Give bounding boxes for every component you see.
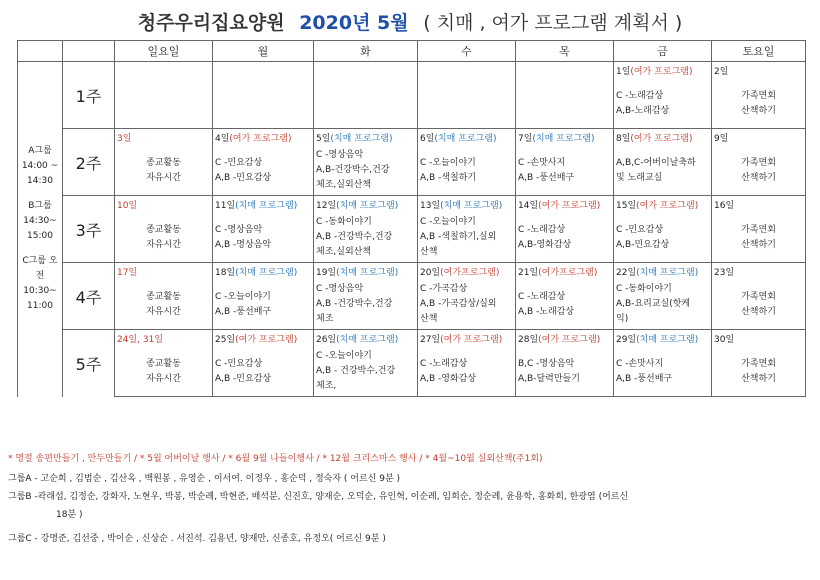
- activity-cell: [516, 79, 614, 129]
- program-tag: (여가 프로그램): [538, 335, 601, 345]
- date-cell: [213, 129, 314, 147]
- date-number: 1일: [616, 67, 631, 77]
- date-number: 11일: [215, 201, 236, 211]
- date-cell: [712, 129, 806, 147]
- title-date: 2020년 5월: [299, 12, 409, 34]
- date-number: 6일: [420, 134, 435, 144]
- date-number: 20일: [420, 268, 441, 278]
- activity-cell: C -명상음악 A,B -건강박수,건강 체조: [314, 280, 418, 330]
- activity-cell: C -오늘이야기 A,B - 건강박수,건강 체조,: [314, 347, 418, 397]
- date-cell: [712, 263, 806, 281]
- date-cell: [614, 263, 712, 281]
- date-cell: [213, 62, 314, 80]
- date-number: 27일: [420, 335, 441, 345]
- activity-cell: C -노래감상 A,B-영화감상: [516, 213, 614, 263]
- day-header: 금: [614, 41, 712, 62]
- group-b-members-cont: 18분 ): [56, 510, 83, 520]
- date-number: 24일, 31일: [117, 335, 164, 345]
- date-number: 26일: [316, 335, 337, 345]
- program-tag: (여가 프로그램): [630, 134, 693, 144]
- date-cell: [418, 330, 516, 348]
- date-number: 13일: [420, 201, 441, 211]
- group-time-range: 14:30~ 15:00: [23, 216, 57, 242]
- group-label: A그룹: [28, 146, 52, 157]
- content-row: [18, 146, 806, 196]
- activity-cell: C -노래감상 A,B -노래감상: [516, 280, 614, 330]
- date-cell: [614, 196, 712, 214]
- content-row: [18, 213, 806, 263]
- activity-cell: C -오늘이야기 A,B -풍선배구: [213, 280, 314, 330]
- activity-cell: A,B,C-어버이날축하 및 노래교실: [614, 146, 712, 196]
- program-tag: (여가 프로그램): [630, 67, 693, 77]
- program-tag: (치매 프로그램): [235, 201, 298, 211]
- date-cell: [314, 263, 418, 281]
- program-tag: (치매 프로그램): [636, 335, 699, 345]
- activity-cell: C -동화이야기 A,B -건강박수,건강 체조,실외산책: [314, 213, 418, 263]
- date-number: 9일: [714, 134, 729, 144]
- date-cell: [213, 263, 314, 281]
- header-row: [18, 41, 806, 62]
- program-tag: (치매 프로그램): [434, 134, 497, 144]
- date-row: [18, 62, 806, 80]
- date-row: [18, 196, 806, 214]
- activity-cell: 종교활동 자유시간: [115, 347, 213, 397]
- program-tag: (치매 프로그램): [330, 134, 393, 144]
- program-tag: (치매 프로그램): [440, 201, 503, 211]
- date-cell: [314, 196, 418, 214]
- group-a-members: 그룹A - 고순희 , 김범순 , 김산옥 , 백원봉 , 유영순 , 이서여. 이정우 , 홍순덕 , 정숙자 ( 어르신 9분 ): [8, 474, 401, 484]
- date-cell: [712, 196, 806, 214]
- activity-cell: [418, 79, 516, 129]
- org-name: 청주우리집요양원: [137, 12, 285, 34]
- week-label: 1주: [63, 62, 115, 129]
- activity-cell: 가족면회 산책하기: [712, 79, 806, 129]
- date-cell: [614, 330, 712, 348]
- program-tag: (여가프로그램): [440, 268, 500, 278]
- activity-cell: 가족면회 산책하기: [712, 146, 806, 196]
- date-number: 12일: [316, 201, 337, 211]
- date-cell: [115, 196, 213, 214]
- week-label: 5주: [63, 330, 115, 397]
- activity-cell: C -노래감상 A,B -영화감상: [418, 347, 516, 397]
- day-header: 목: [516, 41, 614, 62]
- date-cell: [418, 196, 516, 214]
- date-number: 10일: [117, 201, 138, 211]
- date-number: 21일: [518, 268, 539, 278]
- date-number: 4일: [215, 134, 230, 144]
- week-label: 3주: [63, 196, 115, 263]
- activity-cell: C -민요감상 A,B -민요감상: [213, 347, 314, 397]
- group-b-members: 그룹B -곽래섭, 김정순, 강화자, 노현우, 박봉, 박순례, 박현준, 배석분, 신진호, 양재순, 오덕순, 유인혁, 이순례, 임희순, 정순례, 윤용학, 홍화희, 한광염 (어르신: [8, 492, 629, 502]
- date-cell: [418, 62, 516, 80]
- activity-cell: C -가곡감상 A,B -가곡감상/실외 산책: [418, 280, 516, 330]
- date-number: 25일: [215, 335, 236, 345]
- date-cell: [314, 330, 418, 348]
- date-number: 19일: [316, 268, 337, 278]
- date-cell: [614, 129, 712, 147]
- group-time: [20, 144, 60, 189]
- group-time: [20, 254, 60, 314]
- date-cell: [712, 62, 806, 80]
- date-row: [18, 129, 806, 147]
- activity-cell: C -노래감상 A,B-노래감상: [614, 79, 712, 129]
- date-row: [18, 330, 806, 348]
- program-tag: (여가프로그램): [538, 268, 598, 278]
- content-row: [18, 347, 806, 397]
- date-number: 30일: [714, 335, 735, 345]
- corner-cell: [63, 41, 115, 62]
- date-cell: [314, 62, 418, 80]
- program-tag: (여가 프로그램): [440, 335, 503, 345]
- activity-cell: C -민요감상 A,B-민요감상: [614, 213, 712, 263]
- date-number: 14일: [518, 201, 539, 211]
- date-number: 23일: [714, 268, 735, 278]
- date-row: [18, 263, 806, 281]
- date-number: 16일: [714, 201, 735, 211]
- day-header: 수: [418, 41, 516, 62]
- day-header: 화: [314, 41, 418, 62]
- program-tag: (치매 프로그램): [532, 134, 595, 144]
- date-cell: [516, 330, 614, 348]
- date-number: 3일: [117, 134, 132, 144]
- title-subtitle: ( 치매 , 여가 프로그램 계획서 ): [423, 12, 683, 34]
- date-cell: [213, 196, 314, 214]
- activity-cell: 가족면회 산책하기: [712, 280, 806, 330]
- date-number: 17일: [117, 268, 138, 278]
- date-cell: [712, 330, 806, 348]
- program-tag: (여가 프로그램): [538, 201, 601, 211]
- program-tag: (치매 프로그램): [336, 201, 399, 211]
- date-cell: [516, 196, 614, 214]
- activity-cell: C -오늘이야기 A,B -색칠하기: [418, 146, 516, 196]
- activity-cell: C -오늘이야기 A,B -색칠하기,실외 산책: [418, 213, 516, 263]
- activity-cell: C -동화이야기 A,B-요리교실(핫케 익): [614, 280, 712, 330]
- day-header: 월: [213, 41, 314, 62]
- activity-cell: 종교활동 자유시간: [115, 146, 213, 196]
- date-cell: [115, 129, 213, 147]
- date-cell: [418, 129, 516, 147]
- date-number: 7일: [518, 134, 533, 144]
- activity-cell: [115, 79, 213, 129]
- activity-cell: [213, 79, 314, 129]
- date-cell: [516, 129, 614, 147]
- week-label: 4주: [63, 263, 115, 330]
- group-label: C그룹 오전: [22, 256, 58, 282]
- group-time-range: 14:00 ~ 14:30: [21, 161, 59, 187]
- program-tag: (여가 프로그램): [636, 201, 699, 211]
- activity-cell: C -명상음악 A,B -명상음악: [213, 213, 314, 263]
- date-number: 2일: [714, 67, 729, 77]
- date-cell: [516, 62, 614, 80]
- activity-cell: 종교활동 자유시간: [115, 213, 213, 263]
- program-tag: (여가 프로그램): [229, 134, 292, 144]
- date-number: 8일: [616, 134, 631, 144]
- notes-section: [8, 452, 818, 550]
- date-number: 18일: [215, 268, 236, 278]
- program-tag: (치매 프로그램): [336, 268, 399, 278]
- date-cell: [418, 263, 516, 281]
- activity-cell: [314, 79, 418, 129]
- group-time-range: 10:30~ 11:00: [23, 286, 57, 312]
- activity-cell: 종교활동 자유시간: [115, 280, 213, 330]
- content-row: [18, 280, 806, 330]
- activity-cell: 가족면회 산책하기: [712, 213, 806, 263]
- event-highlights: * 명절 송편만들기 , 만두만들기 / * 5월 어버이날 행사 / * 6월 9월 나들이행사 / * 12월 크리스마스 행사 / * 4월~10월 실외산책(주1회): [8, 454, 543, 464]
- date-number: 29일: [616, 335, 637, 345]
- week-label: 2주: [63, 129, 115, 196]
- date-number: 5일: [316, 134, 331, 144]
- content-row: [18, 79, 806, 129]
- date-number: 22일: [616, 268, 637, 278]
- program-tag: (치매 프로그램): [636, 268, 699, 278]
- group-label: B그룹: [28, 201, 52, 212]
- activity-cell: C -명상음악 A,B-건강박수,건강 체조,실외산책: [314, 146, 418, 196]
- date-cell: [516, 263, 614, 281]
- group-times: [18, 62, 63, 397]
- date-cell: [314, 129, 418, 147]
- activity-cell: C -손맛사지 A,B -풍선배구: [516, 146, 614, 196]
- date-cell: [115, 330, 213, 348]
- corner-cell: [18, 41, 63, 62]
- program-tag: (치매 프로그램): [235, 268, 298, 278]
- date-cell: [213, 330, 314, 348]
- program-tag: (여가 프로그램): [235, 335, 298, 345]
- date-number: 28일: [518, 335, 539, 345]
- group-c-members: 그룹C - 강명준, 김선중 , 박이순 , 신상순 . 서진석. 김용년, 양재만, 신종호, 유정오( 어르신 9분 ): [8, 534, 386, 544]
- date-cell: [614, 62, 712, 80]
- page-title: [0, 8, 820, 35]
- date-cell: [115, 62, 213, 80]
- group-time: [20, 199, 60, 244]
- day-header: 토요일: [712, 41, 806, 62]
- activity-cell: 가족면회 산책하기: [712, 347, 806, 397]
- day-header: 일요일: [115, 41, 213, 62]
- activity-cell: C -손맛사지 A,B -풍선배구: [614, 347, 712, 397]
- activity-cell: B,C -명상음악 A,B-달력만들기: [516, 347, 614, 397]
- date-cell: [115, 263, 213, 281]
- activity-cell: C -민요감상 A,B -민요감상: [213, 146, 314, 196]
- program-tag: (치매 프로그램): [336, 335, 399, 345]
- date-number: 15일: [616, 201, 637, 211]
- schedule-table: [17, 40, 806, 397]
